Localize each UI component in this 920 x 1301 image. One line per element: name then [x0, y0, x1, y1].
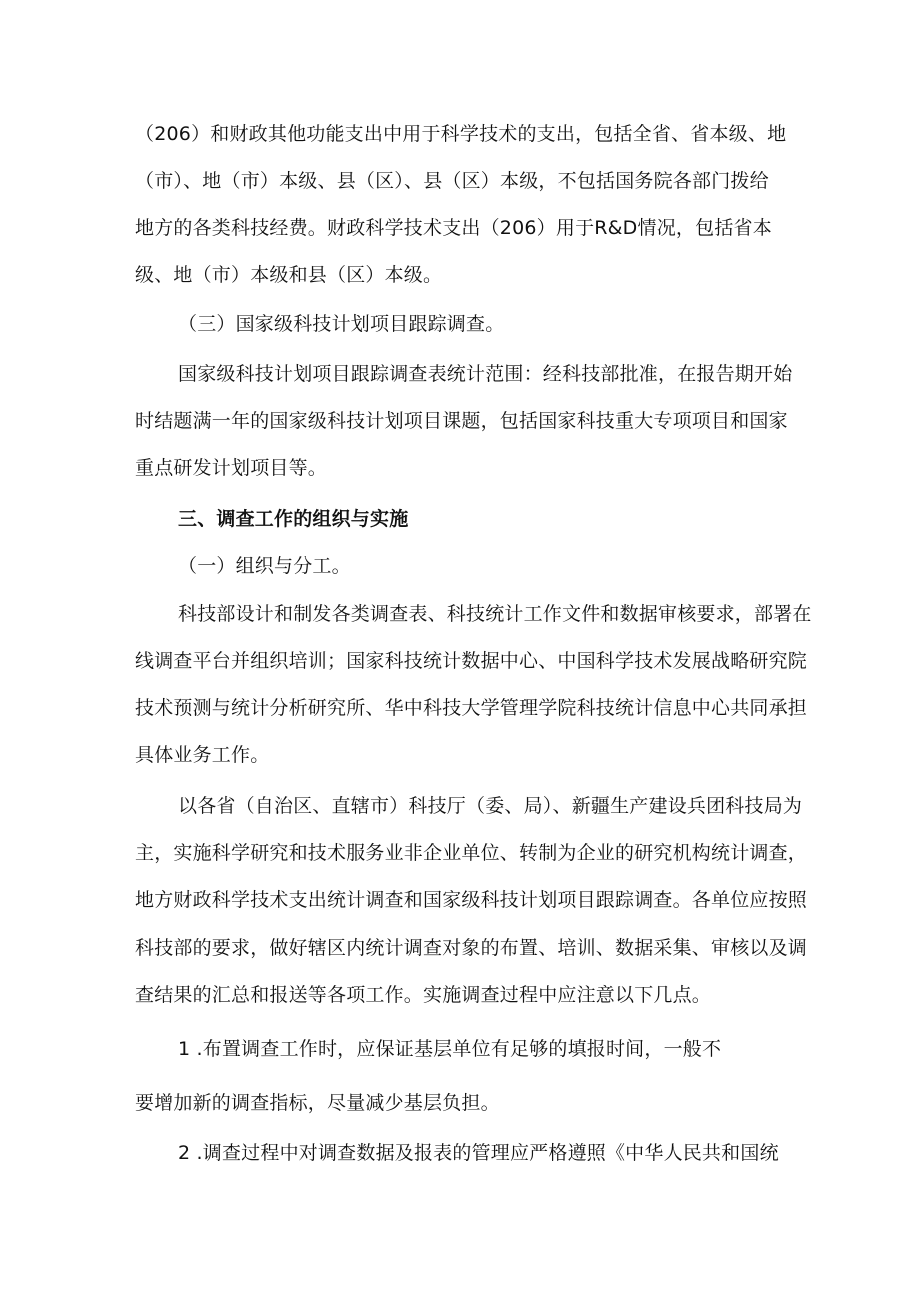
paragraph-1-line-4: 级、地（市）本级和县（区）本级。 [135, 264, 443, 286]
paragraph-7-line-3: 地方财政科学技术支出统计调查和国家级科技计划项目跟踪调查。各单位应按照 [135, 889, 808, 911]
paragraph-3-line-1: 国家级科技计划项目跟踪调查表统计范围：经科技部批准，在报告期开始 [178, 363, 793, 385]
subheading-national-projects: （三）国家级科技计划项目跟踪调查。 [178, 313, 505, 335]
list-item-2-line-1: 2 .调查过程中对调查数据及报表的管理应严格遵照《中华人民共和国统 [178, 1142, 779, 1164]
paragraph-7-line-2: 主，实施科学研究和技术服务业非企业单位、转制为企业的研究机构统计调查， [135, 842, 808, 864]
paragraph-6-line-3: 技术预测与统计分析研究所、华中科技大学管理学院科技统计信息中心共同承担 [135, 697, 808, 719]
paragraph-7-line-4: 科技部的要求，做好辖区内统计调查对象的布置、培训、数据采集、审核以及调 [135, 937, 808, 959]
paragraph-1-line-2: （市）、地（市）本级、县（区）、县（区）本级，不包括国务院各部门拨给 [135, 170, 769, 192]
paragraph-7-line-5: 查结果的汇总和报送等各项工作。实施调查过程中应注意以下几点。 [135, 984, 712, 1006]
paragraph-6-line-1: 科技部设计和制发各类调查表、科技统计工作文件和数据审核要求，部署在 [178, 603, 812, 625]
paragraph-6-line-2: 线调查平台并组织培训；国家科技统计数据中心、中国科学技术发展战略研究院 [135, 650, 808, 672]
paragraph-1-line-3: 地方的各类科技经费。财政科学技术支出（206）用于R&D情况，包括省本 [135, 217, 772, 239]
subheading-organization-division: （一）组织与分工。 [178, 555, 351, 577]
paragraph-6-line-4: 具体业务工作。 [135, 744, 270, 766]
section-heading-organization: 三、调查工作的组织与实施 [178, 508, 409, 530]
paragraph-3-line-3: 重点研发计划项目等。 [135, 457, 328, 479]
list-item-1-line-2: 要增加新的调查指标，尽量减少基层负担。 [135, 1092, 500, 1114]
paragraph-7-line-1: 以各省（自治区、直辖市）科技厅（委、局）、新疆生产建设兵团科技局为 [178, 795, 803, 817]
paragraph-3-line-2: 时结题满一年的国家级科技计划项目课题，包括国家科技重大专项项目和国家 [135, 410, 788, 432]
paragraph-1-line-1: （206）和财政其他功能支出中用于科学技术的支出，包括全省、省本级、地 [135, 123, 787, 145]
list-item-1-line-1: 1 .布置调查工作时，应保证基层单位有足够的填报时间，一般不 [178, 1038, 722, 1060]
